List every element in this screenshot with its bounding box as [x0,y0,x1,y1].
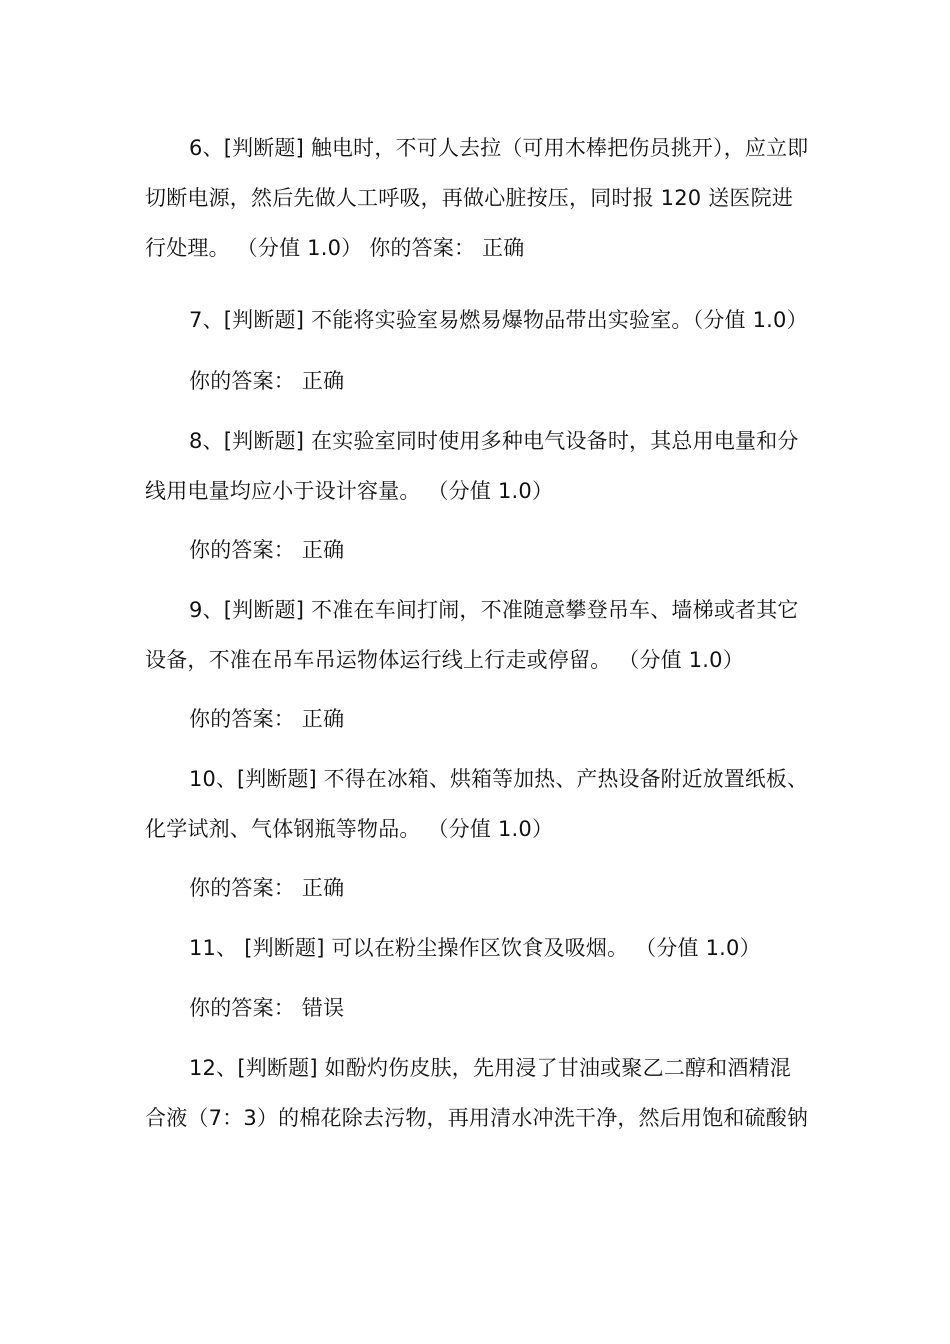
question-9-line-1: 9、[判断题] 不准在车间打闹，不准随意攀登吊车、墙梯或者其它 [189,598,799,622]
question-6-line-1: 6、[判断题] 触电时，不可人去拉（可用木棒把伤员挑开），应立即 [189,136,809,160]
question-10-line-1: 10、[判断题] 不得在冰箱、烘箱等加热、产热设备附近放置纸板、 [189,767,809,791]
question-12-line-1: 12、[判断题] 如酚灼伤皮肤，先用浸了甘油或聚乙二醇和酒精混 [189,1056,791,1080]
question-11-line-1: 11、 [判断题] 可以在粉尘操作区饮食及吸烟。 （分值 1.0） [189,936,761,960]
question-6-line-2: 切断电源，然后先做人工呼吸，再做心脏按压，同时报 120 送医院进 [145,186,794,210]
question-10-answer: 你的答案： 正确 [189,876,345,900]
question-9-answer: 你的答案： 正确 [189,707,345,731]
question-11-answer: 你的答案： 错误 [189,996,345,1020]
question-6-line-3: 行处理。 （分值 1.0） 你的答案： 正确 [145,236,525,260]
question-10-line-2: 化学试剂、气体钢瓶等物品。 （分值 1.0） [145,817,554,841]
question-8-answer: 你的答案： 正确 [189,538,345,562]
question-8-line-2: 线用电量均应小于设计容量。 （分值 1.0） [145,479,554,503]
question-12-line-2: 合液（7：3）的棉花除去污物，再用清水冲洗干净，然后用饱和硫酸钠 [145,1106,809,1130]
question-7-answer: 你的答案： 正确 [189,369,345,393]
question-7-line-1: 7、[判断题] 不能将实验室易燃易爆物品带出实验室。（分值 1.0） [189,308,808,332]
question-9-line-2: 设备，不准在吊车吊运物体运行线上行走或停留。 （分值 1.0） [145,648,744,672]
question-8-line-1: 8、[判断题] 在实验室同时使用多种电气设备时，其总用电量和分 [189,429,799,453]
